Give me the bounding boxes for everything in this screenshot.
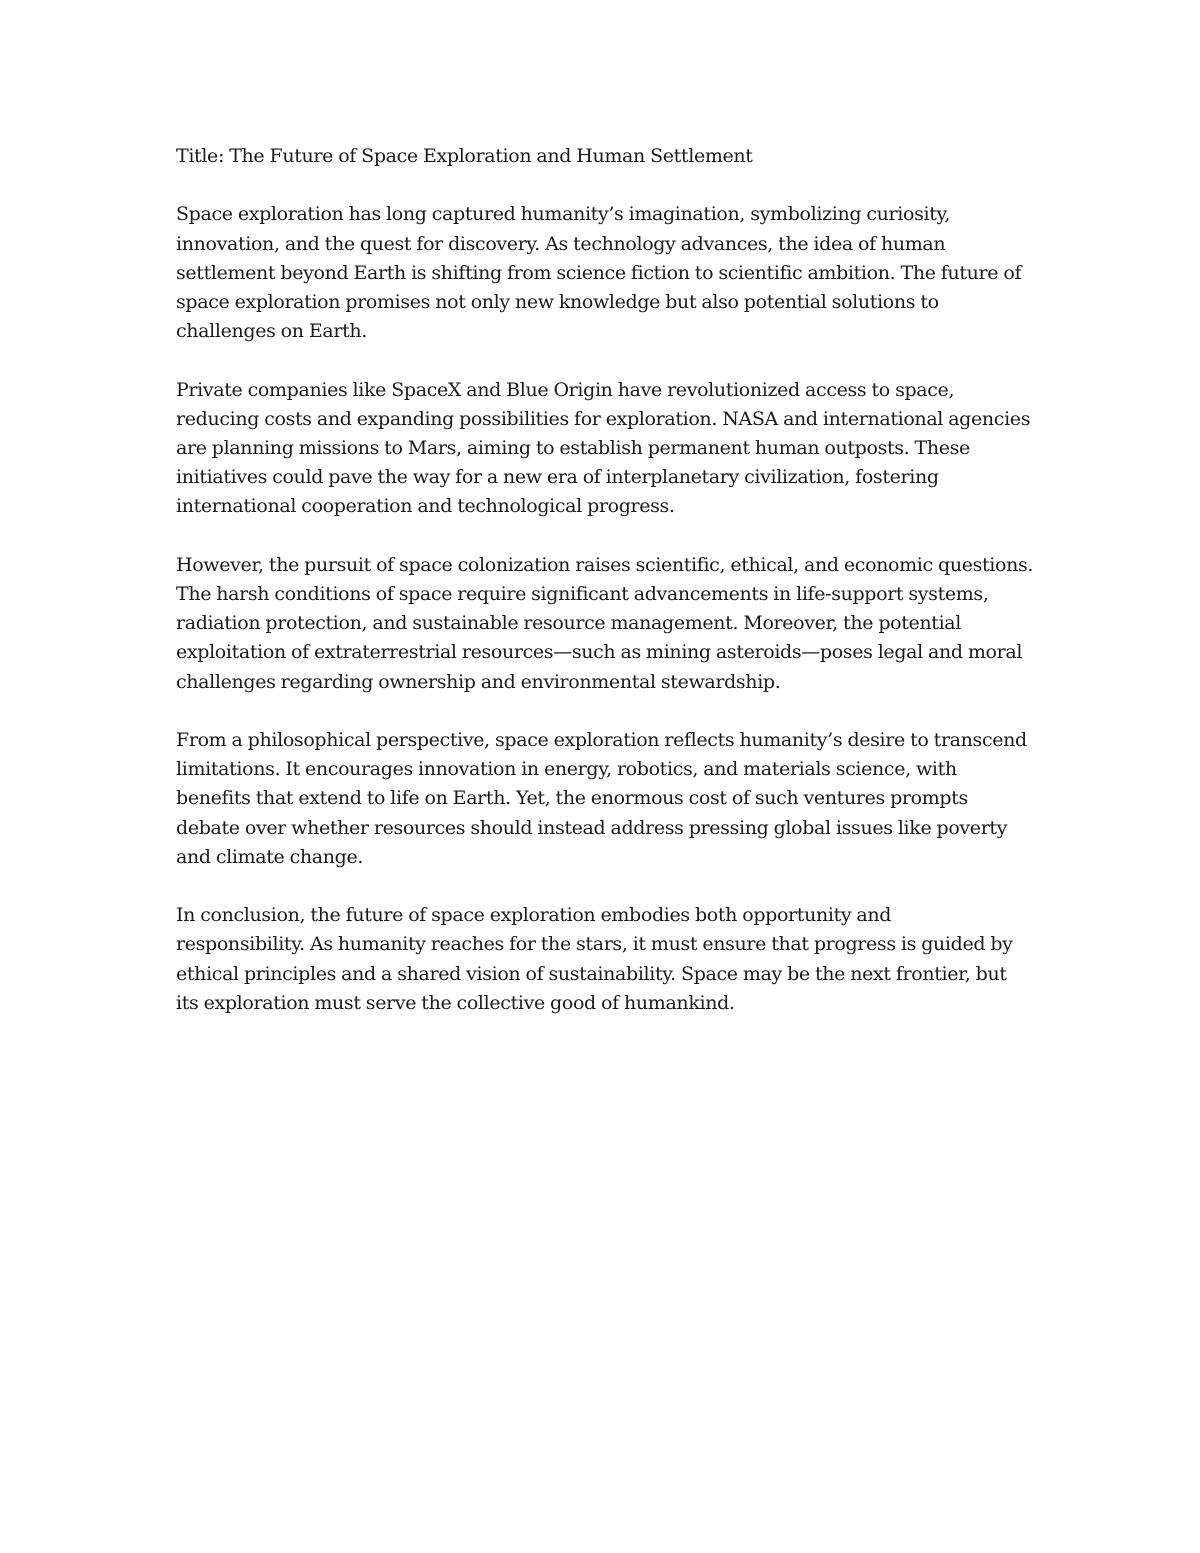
paragraph-line: initiatives could pave the way for a new era of interplanetary civilization, fostering <box>176 466 939 489</box>
paragraph-line: Space exploration has long captured humanity’s imagination, symbolizing curiosity, <box>176 203 951 226</box>
paragraph-line: settlement beyond Earth is shifting from science fiction to scientific ambition. The future of <box>176 261 1022 284</box>
paragraph-5 <box>176 901 1026 1018</box>
paragraph-gap <box>176 872 1026 901</box>
paragraph-line: ethical principles and a shared vision of sustainability. Space may be the next frontier, but <box>176 962 1007 985</box>
paragraph-line: challenges on Earth. <box>176 320 367 343</box>
paragraph-line: In conclusion, the future of space exploration embodies both opportunity and <box>176 904 892 927</box>
paragraph-gap <box>176 697 1026 726</box>
paragraph-line: responsibility. As humanity reaches for the stars, it must ensure that progress is guided by <box>176 933 1013 956</box>
paragraph-line: reducing costs and expanding possibilities for exploration. NASA and international agencies <box>176 407 1031 430</box>
paragraph-line: exploitation of extraterrestrial resources—such as mining asteroids—poses legal and moral <box>176 641 1023 664</box>
paragraph-line: The harsh conditions of space require significant advancements in life-support systems, <box>176 583 989 605</box>
paragraph-line: debate over whether resources should instead address pressing global issues like poverty <box>176 816 1008 839</box>
document-title: Title: The Future of Space Exploration and Human Settlement <box>176 145 753 167</box>
paragraph-gap <box>176 522 1026 551</box>
paragraph-line: radiation protection, and sustainable resource management. Moreover, the potential <box>176 612 961 635</box>
paragraph-line: international cooperation and technological progress. <box>176 495 675 518</box>
paragraph-line: its exploration must serve the collective good of humankind. <box>176 991 735 1014</box>
paragraph-line: From a philosophical perspective, space exploration reflects humanity’s desire to transcend <box>176 729 1027 751</box>
paragraph-line: and climate change. <box>176 845 364 868</box>
paragraph-line: space exploration promises not only new knowledge but also potential solutions to <box>176 291 939 313</box>
document-body <box>176 142 1034 1018</box>
paragraph-line: benefits that extend to life on Earth. Yet, the enormous cost of such ventures prompts <box>176 787 968 810</box>
paragraph-line: innovation, and the quest for discovery. As technology advances, the idea of human <box>176 232 946 255</box>
paragraph-line: However, the pursuit of space colonization raises scientific, ethical, and economic questions. <box>176 553 1034 576</box>
paragraph-2 <box>176 376 1031 522</box>
title-gap <box>176 171 1026 200</box>
paragraph-gap <box>176 346 1026 375</box>
paragraph-4 <box>176 726 1026 872</box>
paragraph-3 <box>176 551 1034 697</box>
paragraph-line: Private companies like SpaceX and Blue Origin have revolutionized access to space, <box>176 378 955 401</box>
paragraph-1 <box>176 200 1026 346</box>
paragraph-line: limitations. It encourages innovation in energy, robotics, and materials science, with <box>176 758 957 781</box>
paragraph-line: challenges regarding ownership and environmental stewardship. <box>176 670 781 693</box>
paragraph-line: are planning missions to Mars, aiming to establish permanent human outposts. These <box>176 437 970 459</box>
